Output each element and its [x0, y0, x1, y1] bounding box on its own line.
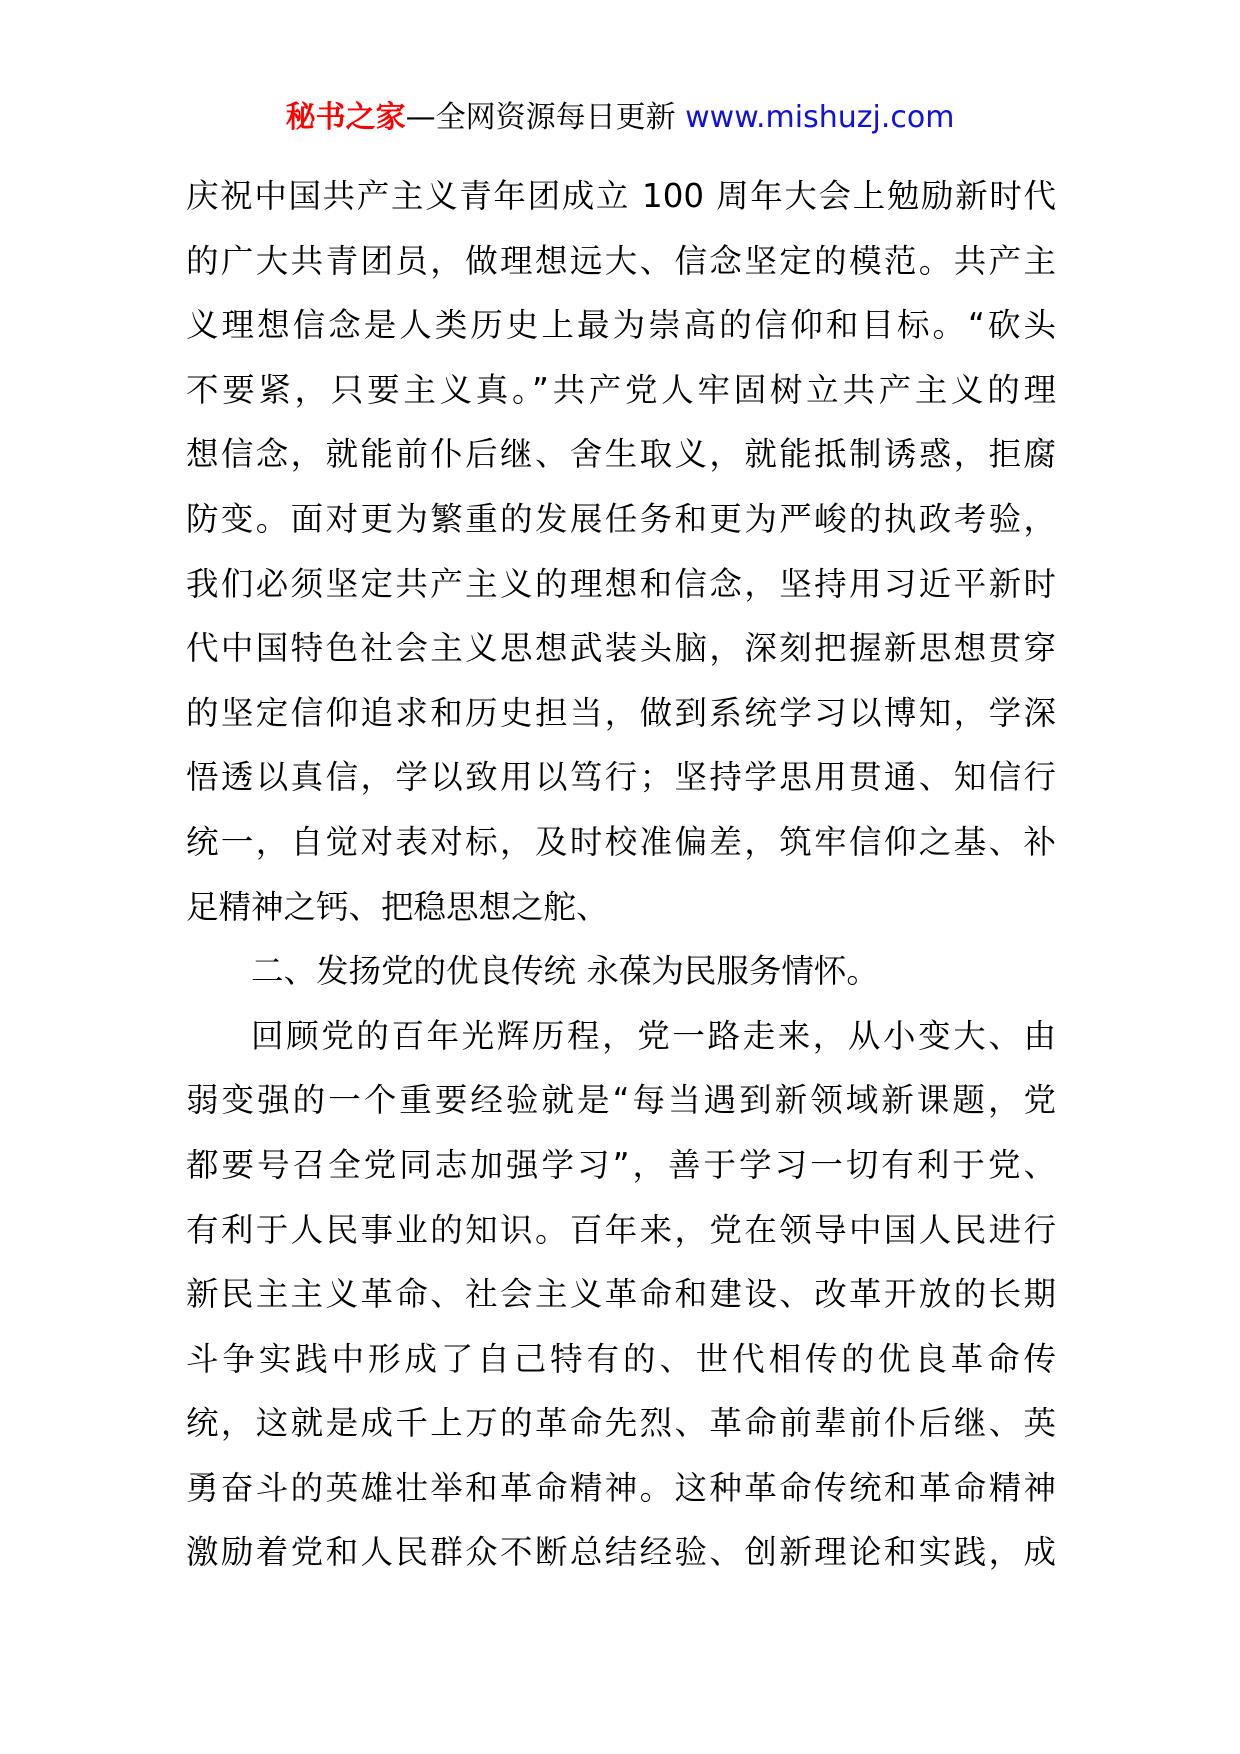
text-line: 新民主主义革命、社会主义革命和建设、改革开放的长期: [186, 1275, 1056, 1314]
text-line: 勇奋斗的英雄壮举和革命精神。这种革命传统和革命精神: [186, 1468, 1056, 1507]
text-line: 的广大共青团员，做理想远大、信念坚定的模范。共产主: [186, 241, 1056, 280]
text-line: 回顾党的百年光辉历程，党一路走来，从小变大、由: [251, 1016, 1056, 1055]
text-line: 我们必须坚定共产主义的理想和信念，坚持用习近平新时: [186, 564, 1056, 603]
text-line: 想信念，就能前仆后继、舍生取义，就能抵制诱惑，拒腐: [186, 435, 1056, 474]
site-brand: 秘书之家: [285, 100, 406, 135]
text-line: 义理想信念是人类历史上最为崇高的信仰和目标。“砍头: [186, 306, 1056, 345]
text-line: 庆祝中国共产主义青年团成立 100 周年大会上勉励新时代: [186, 177, 1056, 215]
text-line: 的坚定信仰追求和历史担当，做到系统学习以博知，学深: [186, 693, 1056, 732]
text-line: 不要紧，只要主义真。”共产党人牢固树立共产主义的理: [186, 370, 1056, 409]
site-header: [0, 96, 1240, 140]
site-tagline: —全网资源每日更新: [405, 100, 686, 135]
text-line: 斗争实践中形成了自己特有的、世代相传的优良革命传: [186, 1339, 1056, 1378]
text-line: 悟透以真信，学以致用以笃行；坚持学思用贯通、知信行: [186, 758, 1056, 797]
section-heading: 二、发扬党的优良传统 永葆为民服务情怀。: [251, 952, 879, 991]
text-line: 激励着党和人民群众不断总结经验、创新理论和实践，成: [186, 1533, 1056, 1572]
site-url-link[interactable]: www.mishuzj.com: [685, 100, 955, 135]
text-line: 防变。面对更为繁重的发展任务和更为严峻的执政考验，: [186, 499, 1056, 538]
text-line: 弱变强的一个重要经验就是“每当遇到新领域新课题，党: [186, 1081, 1056, 1120]
text-line: 统一，自觉对表对标，及时校准偏差，筑牢信仰之基、补: [186, 822, 1056, 861]
text-line: 代中国特色社会主义思想武装头脑，深刻把握新思想贯穿: [186, 629, 1056, 668]
text-line: 有利于人民事业的知识。百年来，党在领导中国人民进行: [186, 1210, 1056, 1249]
text-line: 统，这就是成千上万的革命先烈、革命前辈前仆后继、英: [186, 1404, 1056, 1443]
document-body: [186, 164, 1056, 1585]
text-line: 足精神之钙、把稳思想之舵、: [186, 887, 609, 926]
text-line: 都要号召全党同志加强学习”，善于学习一切有利于党、: [186, 1145, 1056, 1184]
